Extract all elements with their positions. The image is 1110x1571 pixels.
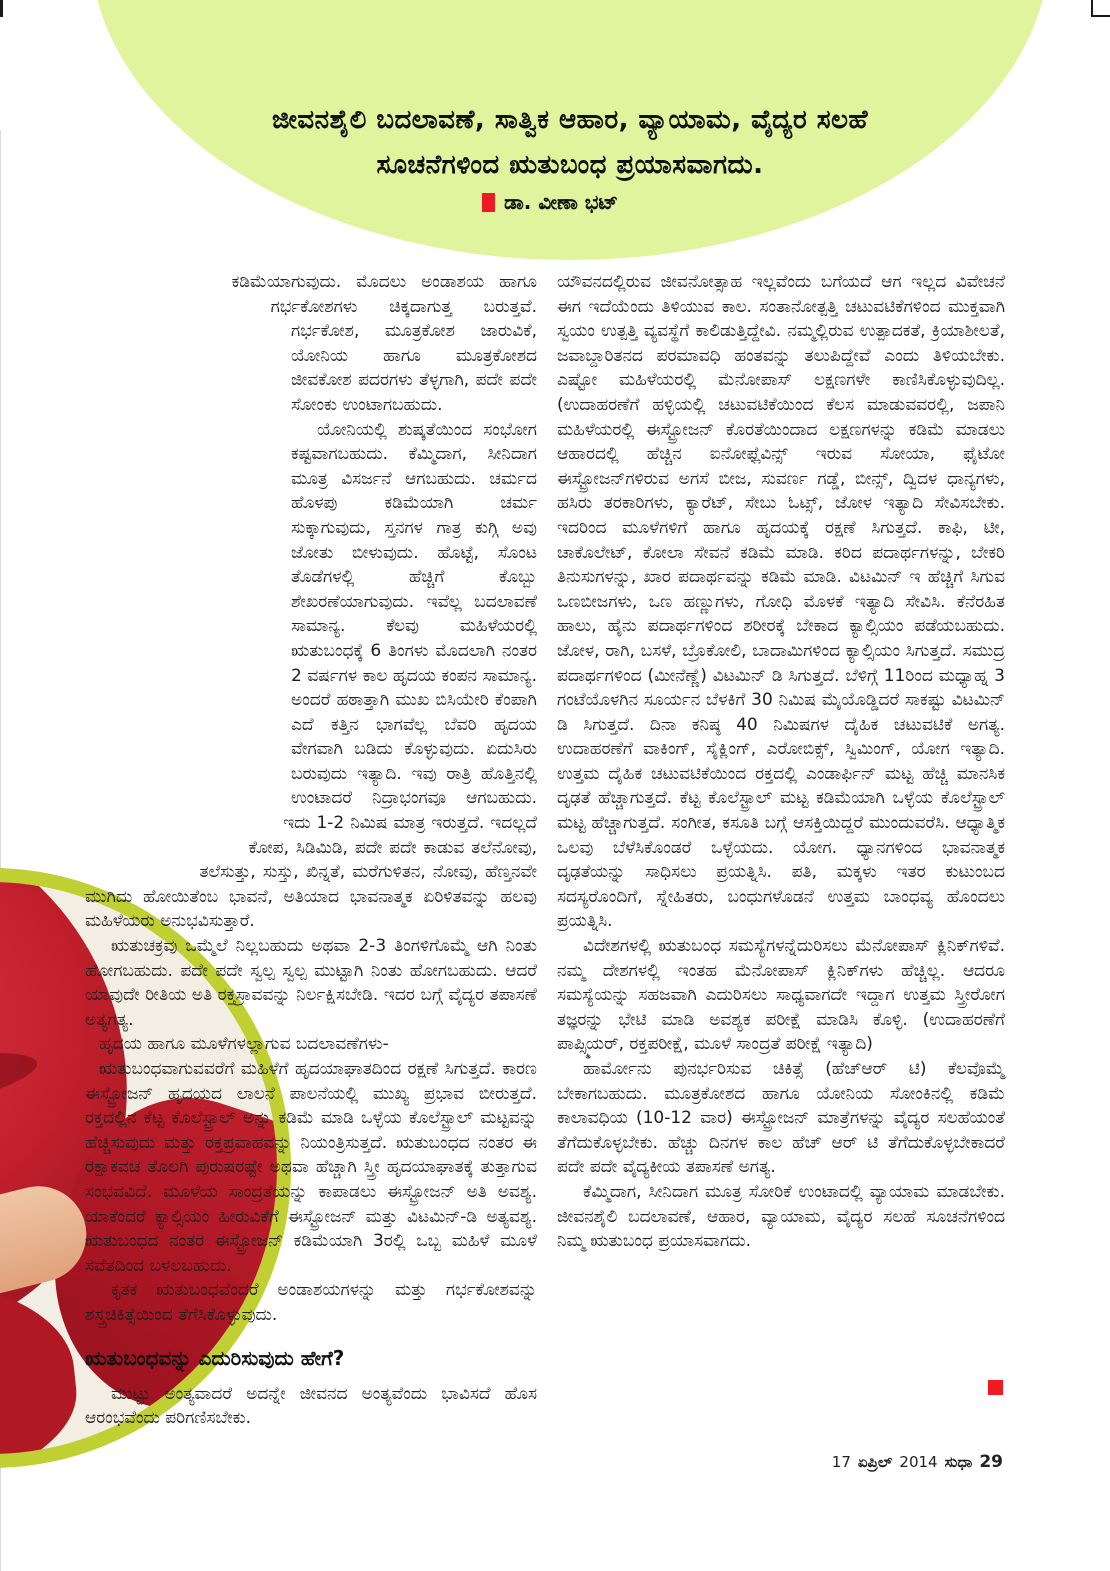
article-title-line2: ಸೂಚನೆಗಳಿಂದ ಋತುಬಂಧ ಪ್ರಯಾಸವಾಗದು. [376,150,764,180]
footer-month: ಏಪ್ರಿಲ್ [857,1453,893,1471]
right-column [557,270,1005,1254]
crop-mark-left-icon [0,0,3,17]
footer-year: 2014 [899,1453,938,1471]
left-column [85,270,537,1468]
crop-mark-right-horizontal-icon [1091,15,1110,17]
section-subheading: ಋತುಬಂಧವನ್ನು ಎದುರಿಸುವುದು ಹೇಗೆ? [85,1345,345,1370]
paragraph: ಕಡಿಮೆಯಾಗುವುದು. ಮೊದಲು ಅಂಡಾಶಯ ಹಾಗೂ ಗರ್ಭಕೋಶಗಳು ಚಿಕ್ಕದಾಗುತ್ತ ಬರುತ್ತವೆ. ಗರ್ಭಕೋಶ, ಮೂತ್ರಕೋಶ ಜಾರುವಿಕೆ, ಯೋನಿಯ ಹಾಗೂ ಮೂತ್ರಕೋಶದ ಜೀವಕೋಶ ಪದರಗಳು ತೆಳ್ಳಗಾಗಿ, ಪದೇ ಪದೇ ಸೋಂಕು ಉಂಟಾಗಬಹುದು. [231,272,537,415]
paragraph: ಋತುಬಂಧವಾಗುವವರೆಗೆ ಮಹಿಳೆಗೆ ಹೃದಯಾಘಾತದಿಂದ ರಕ್ಷಣೆ ಸಿಗುತ್ತದೆ. ಕಾರಣ ಈಸ್ಟ್ರೋಜನ್ ಹೃದಯದ ಲಾಲನೆ ಪಾಲನೆಯಲ್ಲಿ ಮುಖ್ಯ ಪ್ರಭಾವ ಬೀರುತ್ತದೆ. ರಕ್ತದಲ್ಲಿನ ಕೆಟ್ಟ ಕೊಲೆಸ್ಟ್ರಾಲ್ ಅನ್ನು ಕಡಿಮೆ ಮಾಡಿ ಒಳ್ಳೆಯ ಕೊಲೆಸ್ಟ್ರಾಲ್ ಮಟ್ಟವನ್ನು ಹೆಚ್ಚಿಸುವುದು ಮತ್ತು ರಕ್ತಪ್ರವಾಹವನ್ನು ನಿಯಂತ್ರಿಸುತ್ತದೆ. ಋತುಬಂಧದ ನಂತರ ಈ ರಕ್ಷಾಕವಚ ತೊಲಗಿ ಪುರುಷರಷ್ಟೇ ಅಥವಾ ಹೆಚ್ಚಾಗಿ ಸ್ತ್ರೀ ಹೃದಯಾಘಾತಕ್ಕೆ ತುತ್ತಾಗುವ ಸಂಭವವಿದೆ. ಮೂಳೆಯ ಸಾಂದ್ರತೆಯನ್ನು ಕಾಪಾಡಲು ಈಸ್ಟ್ರೋಜನ್ ಅತಿ ಅವಶ್ಯ. ಯಾಕೆಂದರೆ ಕ್ಯಾಲ್ಸಿಯಂ ಹೀರುವಿಕೆಗೆ ಈಸ್ಟ್ರೋಜನ್ ಮತ್ತು ವಿಟಮಿನ್-ಡಿ ಅತ್ಯವಶ್ಯ. ಋತುಬಂಧದ ನಂತರ ಈಸ್ಟ್ರೋಜನ್ ಕಡಿಮೆಯಾಗಿ 3ರಲ್ಲಿ ಒಬ್ಬ ಮಹಿಳೆ ಮೂಳೆ ಸವೆತದಿಂದ ಬಳಲಬಹುದು. [85,1059,538,1276]
article-title [105,98,1035,188]
paragraph: ಋತುಚಕ್ರವು ಒಮ್ಮೆಲೆ ನಿಲ್ಲಬಹುದು ಅಥವಾ 2-3 ತಿಂಗಳಿಗೊಮ್ಮೆ ಆಗಿ ನಿಂತು ಹೋಗಬಹುದು. ಪದೇ ಪದೇ ಸ್ವಲ್ಪ ಸ್ವಲ್ಪ ಮುಟ್ಟಾಗಿ ನಿಂತು ಹೋಗಬಹುದು. ಆದರೆ ಯಾವುದೇ ರೀತಿಯ ಅತಿ ರಕ್ತಸ್ರಾವವನ್ನು ನಿರ್ಲಕ್ಷಿಸಬೇಡಿ. ಇದರ ಬಗ್ಗೆ ವೈದ್ಯರ ತಪಾಸಣೆ ಅತ್ಯಗತ್ಯ. [85,936,537,1030]
byline-author: ಡಾ. ವೀಣಾ ಭಟ್ [503,190,619,214]
paragraph: ವಿದೇಶಗಳಲ್ಲಿ ಋತುಬಂಧ ಸಮಸ್ಯೆಗಳನ್ನೆದುರಿಸಲು ಮೆನೋಪಾಸ್ ಕ್ಲಿನಿಕ್‌ಗಳಿವೆ. ನಮ್ಮ ದೇಶಗಳಲ್ಲಿ ಇಂತಹ ಮೆನೋಪಾಸ್ ಕ್ಲಿನಿಕ್‌ಗಳು ಹೆಚ್ಚಿಲ್ಲ. ಆದರೂ ಸಮಸ್ಯೆಯನ್ನು ಸಹಜವಾಗಿ ಎದುರಿಸಲು ಸಾಧ್ಯವಾಗದೇ ಇದ್ದಾಗ ಉತ್ತಮ ಸ್ತ್ರೀರೋಗ ತಜ್ಞರನ್ನು ಭೇಟಿ ಮಾಡಿ ಅವಶ್ಯಕ ಪರೀಕ್ಷೆ ಮಾಡಿಸಿ ಕೊಳ್ಳಿ. (ಉದಾಹರಣೆಗೆ ಪಾಪ್ಸ್ಮಿಯರ್, ರಕ್ತಪರೀಕ್ಷೆ, ಮೂಳೆ ಸಾಂದ್ರತೆ ಪರೀಕ್ಷೆ ಇತ್ಯಾದಿ) [557,936,1005,1055]
paragraph: ಮುಟ್ಟು ಅಂತ್ಯವಾದರೆ ಅದನ್ನೇ ಜೀವನದ ಅಂತ್ಯವೆಂದು ಭಾವಿಸದೆ ಹೊಸ ಆರಂಭವೆಂದು ಪರಿಗಣಿಸಬೇಕು. [85,1383,537,1429]
paragraph: ಹೃದಯ ಹಾಗೂ ಮೂಳೆಗಳಲ್ಲಾಗುವ ಬದಲಾವಣೆಗಳು- [99,1034,389,1055]
paragraph: ಕೃತಕ ಋತುಬಂಧವೆಂದರೆ ಅಂಡಾಶಯಗಳನ್ನು ಮತ್ತು ಗರ್ಭಕೋಶವನ್ನು ಶಸ್ತ್ರಚಿಕಿತ್ಸೆಯಿಂದ ತೆಗೆಸಿಕೊಳ್ಳುವುದು. [85,1280,538,1325]
paragraph: ಯೋನಿಯಲ್ಲಿ ಶುಷ್ಕತೆಯಿಂದ ಸಂಭೋಗ ಕಷ್ಟವಾಗಬಹುದು. ಕೆಮ್ಮಿದಾಗ, ಸೀನಿದಾಗ ಮೂತ್ರ ವಿಸರ್ಜನೆ ಆಗಬಹುದು. ಚರ್ಮದ ಹೊಳಪು ಕಡಿಮೆಯಾಗಿ ಚರ್ಮ ಸುಕ್ಕಾಗುವುದು, ಸ್ತನಗಳ ಗಾತ್ರ ಕುಗ್ಗಿ ಅವು ಜೋತು ಬೀಳುವುದು. ಹೊಟ್ಟೆ, ಸೊಂಟ ತೊಡೆಗಳಲ್ಲಿ ಹೆಚ್ಚಿಗೆ ಕೊಬ್ಬು ಶೇಖರಣೆಯಾಗುವುದು. ಇವೆಲ್ಲ ಬದಲಾವಣೆ ಸಾಮಾನ್ಯ. ಕೆಲವು ಮಹಿಳೆಯರಲ್ಲಿ ಋತುಬಂಧಕ್ಕೆ 6 ತಿಂಗಳು ಮೊದಲಾಗಿ ನಂತರ 2 ವರ್ಷಗಳ ಕಾಲ ಹೃದಯ ಕಂಪನ ಸಾಮಾನ್ಯ. ಅಂದರೆ ಹಠಾತ್ತಾಗಿ ಮುಖ ಬಿಸಿಯೇರಿ ಕೆಂಪಾಗಿ ಎದೆ ಕತ್ತಿನ ಭಾಗವೆಲ್ಲ ಬೆವರಿ ಹೃದಯ ವೇಗವಾಗಿ ಬಡಿದು ಕೊಳ್ಳುವುದು. ಏದುಸಿರು ಬರುವುದು ಇತ್ಯಾದಿ. ಇವು ರಾತ್ರಿ ಹೊತ್ತಿನಲ್ಲಿ ಉಂಟಾದರೆ ನಿದ್ರಾಭಂಗವೂ ಆಗಬಹುದು. ಇದು 1-2 ನಿಮಿಷ ಮಾತ್ರ ಇರುತ್ತದೆ. ಇದಲ್ಲದೆ ಕೋಪ, ಸಿಡಿಮಿಡಿ, ಪದೇ ಪದೇ ಕಾಡುವ ತಲೆನೋವು, ತಲೆಸುತ್ತು, ಸುಸ್ತು, ಖಿನ್ನತೆ, ಮರೆಗುಳಿತನ, ನೋವು, ಹೆಣ್ತನವೇ ಮುಗಿದು ಹೋಯಿತೆಂಬ ಭಾವನೆ, ಅತಿಯಾದ ಭಾವನಾತ್ಮಕ ಏರಿಳಿತವನ್ನು ಹಲವು ಮಹಿಳೆಯರು ಅನುಭವಿಸುತ್ತಾರೆ. [85,419,537,932]
footer-magazine-name: ಸುಧಾ [944,1453,973,1471]
crop-mark-right-icon [1091,0,1093,16]
paragraph: ಹಾರ್ಮೋನು ಪುನರ್ಭರಿಸುವ ಚಿಕಿತ್ಸೆ (ಹೆಚ್‌ಆರ್ ಟಿ) ಕೆಲವೊಮ್ಮೆ ಬೇಕಾಗಬಹುದು. ಮೂತ್ರಕೋಶದ ಹಾಗೂ ಯೋನಿಯ ಸೋಂಕಿನಲ್ಲಿ ಕಡಿಮೆ ಕಾಲಾವಧಿಯ (10-12 ವಾರ) ಈಸ್ಟ್ರೋಜನ್ ಮಾತ್ರೆಗಳನ್ನು ವೈದ್ಯರ ಸಲಹೆಯಂತೆ ತೆಗೆದುಕೊಳ್ಳಬೇಕು. ಹೆಚ್ಚು ದಿನಗಳ ಕಾಲ ಹೆಚ್ ಆರ್ ಟಿ ತೆಗೆದುಕೊಳ್ಳಬೇಕಾದರೆ ಪದೇ ಪದೇ ವೈದ್ಯಕೀಯ ತಪಾಸಣೆ ಅಗತ್ಯ. [557,1059,1005,1178]
paragraph: ಕೆಮ್ಮಿದಾಗ, ಸೀನಿದಾಗ ಮೂತ್ರ ಸೋರಿಕೆ ಉಂಟಾದಲ್ಲಿ ವ್ಯಾಯಾಮ ಮಾಡಬೇಕು. ಜೀವನಶೈಲಿ ಬದಲಾವಣೆ, ಆಹಾರ, ವ್ಯಾಯಾಮ, ವೈದ್ಯರ ಸಲಹೆ ಸೂಚನೆಗಳಿಂದ ನಿಮ್ಮ ಋತುಬಂಧ ಪ್ರಯಾಸವಾಗದು. [557,1181,1005,1252]
end-of-article-marker-icon [988,1380,1003,1395]
page-footer [832,1452,1003,1472]
article-title-line1: ಜೀವನಶೈಲಿ ಬದಲಾವಣೆ, ಸಾತ್ವಿಕ ಆಹಾರ, ವ್ಯಾಯಾಮ, ವೈದ್ಯರ ಸಲಹೆ [271,105,869,135]
footer-page-number: 29 [979,1452,1003,1472]
byline-bullet-icon [482,193,495,212]
byline [105,190,995,214]
footer-date-day: 17 [831,1453,851,1471]
paragraph: ಯೌವನದಲ್ಲಿರುವ ಜೀವನೋತ್ಸಾಹ ಇಲ್ಲವೆಂದು ಬಗೆಯದೆ ಆಗ ಇಲ್ಲದ ವಿವೇಚನೆ ಈಗ ಇದೆಯೆಂದು ತಿಳಿಯುವ ಕಾಲ. ಸಂತಾನೋತ್ಪತ್ತಿ ಚಟುವಟಿಕೆಗಳಿಂದ ಮುಕ್ತವಾಗಿ ಸ್ವಯಂ ಉತ್ಪತ್ತಿ ವ್ಯವಸ್ಥೆಗೆ ಕಾಲಿಡುತ್ತಿದ್ದೇವಿ. ನಮ್ಮಲ್ಲಿರುವ ಉತ್ಪಾದಕತೆ, ಕ್ರಿಯಾಶೀಲತೆ, ಜವಾಬ್ದಾರಿತನದ ಪರಮಾವಧಿ ಹಂತವನ್ನು ತಲುಪಿದ್ದೇವೆ ಎಂದು ತಿಳಿಯಬೇಕು. ಎಷ್ಟೋ ಮಹಿಳೆಯರಲ್ಲಿ ಮೆನೋಪಾಸ್ ಲಕ್ಷಣಗಳೇ ಕಾಣಿಸಿಕೊಳ್ಳುವುದಿಲ್ಲ. (ಉದಾಹರಣೆಗೆ ಹಳ್ಳಿಯಲ್ಲಿ ಚಟುವಟಿಕೆಯಿಂದ ಕೆಲಸ ಮಾಡುವವರಲ್ಲಿ, ಜಪಾನಿ ಮಹಿಳೆಯರಲ್ಲಿ ಈಸ್ಟ್ರೋಜನ್ ಕೊರತೆಯಿಂದಾದ ಲಕ್ಷಣಗಳನ್ನು ಕಡಿಮೆ ಮಾಡಲು ಆಹಾರದಲ್ಲಿ ಹೆಚ್ಚಿನ ಐನೋಫ್ಲೆವಿನ್ಸ್ ಇರುವ ಸೋಯಾ, ಫೈಟೋ ಈಸ್ಟ್ರೋಜನ್‌ಗಳಿರುವ ಅಗಸೆ ಬೀಜ, ಸುವರ್ಣ ಗಡ್ಡೆ, ಬೀನ್ಸ್, ದ್ವಿದಳ ಧಾನ್ಯಗಳು, ಹಸಿರು ತರಕಾರಿಗಳು, ಕ್ಯಾರೆಟ್, ಸೇಬು ಓಟ್ಸ್, ಜೋಳ ಇತ್ಯಾದಿ ಸೇವಿಸಬೇಕು. ಇದರಿಂದ ಮೂಳೆಗಳಿಗೆ ಹಾಗೂ ಹೃದಯಕ್ಕೆ ರಕ್ಷಣೆ ಸಿಗುತ್ತದೆ. ಕಾಫಿ, ಟೀ, ಚಾಕೊಲೇಟ್, ಕೋಲಾ ಸೇವನೆ ಕಡಿಮೆ ಮಾಡಿ. ಕರಿದ ಪದಾರ್ಥಗಳನ್ನು, ಬೇಕರಿ ತಿನುಸುಗಳನ್ನು, ಖಾರ ಪದಾರ್ಥವನ್ನು ಕಡಿಮೆ ಮಾಡಿ. ವಿಟಮಿನ್ ಇ ಹೆಚ್ಚಿಗೆ ಸಿಗುವ ಒಣಬೀಜಗಳು, ಒಣ ಹಣ್ಣುಗಳು, ಗೋಧಿ ಮೊಳಕೆ ಇತ್ಯಾದಿ ಸೇವಿಸಿ. ಕೆನೆರಹಿತ ಹಾಲು, ಹೈನು ಪದಾರ್ಥಗಳಿಂದ ಶರೀರಕ್ಕೆ ಬೇಕಾದ ಕ್ಯಾಲ್ಸಿಯಂ ಪಡೆಯಬಹುದು. ಜೋಳ, ರಾಗಿ, ಬಸಳೆ, ಬ್ರೊಕೋಲಿ, ಬಾದಾಮಿಗಳಿಂದ ಕ್ಯಾಲ್ಸಿಯಂ ಸಿಗುತ್ತದೆ. ಸಮುದ್ರ ಪದಾರ್ಥಗಳಿಂದ (ಮೀನೆಣ್ಣೆ) ವಿಟಮಿನ್ ಡಿ ಸಿಗುತ್ತದೆ. ಬೆಳಿಗ್ಗೆ 11ರಿಂದ ಮಧ್ಯಾಹ್ನ 3 ಗಂಟೆಯೊಳಗಿನ ಸೂರ್ಯನ ಬೆಳಕಿಗೆ 30 ನಿಮಿಷ ಮೈಯೊಡ್ಡಿದರೆ ಸಾಕಷ್ಟು ವಿಟಮಿನ್ ಡಿ ಸಿಗುತ್ತದೆ. ದಿನಾ ಕನಿಷ್ಠ 40 ನಿಮಿಷಗಳ ದೈಹಿಕ ಚಟುವಟಿಕೆ ಅಗತ್ಯ. ಉದಾಹರಣೆಗೆ ವಾಕಿಂಗ್, ಸೈಕ್ಲಿಂಗ್, ಎರೋಬಿಕ್ಸ್, ಸ್ವಿಮಿಂಗ್, ಯೋಗ ಇತ್ಯಾದಿ. ಉತ್ತಮ ದೈಹಿಕ ಚಟುವಟಿಕೆಯಿಂದ ರಕ್ತದಲ್ಲಿ ಎಂಡಾರ್ಫಿನ್ ಮಟ್ಟ ಹೆಚ್ಚಿ ಮಾನಸಿಕ ದೃಢತೆ ಹೆಚ್ಚಾಗುತ್ತದೆ. ಕೆಟ್ಟ ಕೊಲೆಸ್ಟ್ರಾಲ್ ಮಟ್ಟ ಕಡಿಮೆಯಾಗಿ ಒಳ್ಳೆಯ ಕೊಲೆಸ್ಟ್ರಾಲ್ ಮಟ್ಟ ಹೆಚ್ಚಾಗುತ್ತದೆ. ಸಂಗೀತ, ಕಸೂತಿ ಬಗ್ಗೆ ಆಸಕ್ತಿಯಿದ್ದರೆ ಮುಂದುವರೆಸಿ. ಆಧ್ಯಾತ್ಮಿಕ ಒಲವು ಬೆಳೆಸಿಕೊಂಡರೆ ಒಳ್ಳೆಯದು. ಯೋಗ. ಧ್ಯಾನಗಳಿಂದ ಭಾವನಾತ್ಮಕ ದೃಢತೆಯನ್ನು ಸಾಧಿಸಲು ಪ್ರಯತ್ನಿಸಿ. ಪತಿ, ಮಕ್ಕಳು ಇತರ ಕುಟುಂಬದ ಸದಸ್ಯರೊಂದಿಗೆ, ಸ್ನೇಹಿತರು, ಬಂಧುಗಳೊಡನೆ ಉತ್ತಮ ಬಾಂಧವ್ಯ ಹೊಂದಲು ಪ್ರಯತ್ನಿಸಿ. [557,272,1005,932]
